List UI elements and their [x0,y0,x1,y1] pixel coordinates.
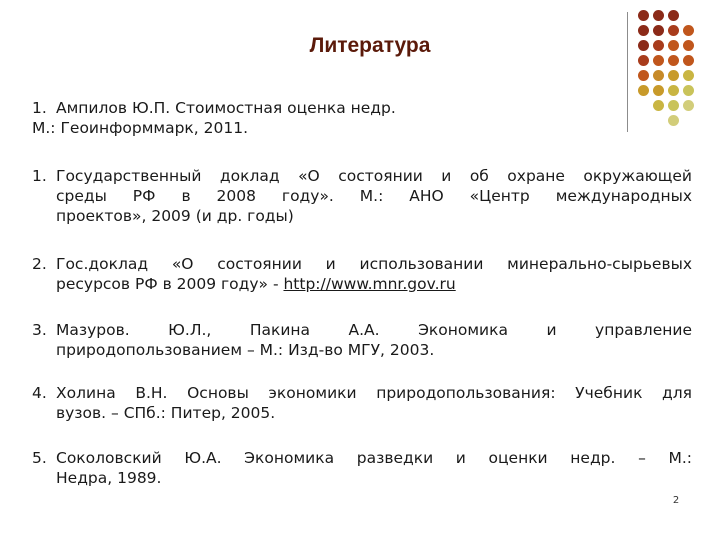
reference-line: Недра, 1989. [56,469,162,487]
reference-number: 1. [32,167,47,185]
reference-text: Гос.доклад «О состоянии и использовании минерально-сырьевых [56,255,692,273]
decor-dot [683,25,694,36]
reference-line: среды РФ в 2008 году». М.: АНО «Центр международных [56,187,692,205]
reference-line [32,274,692,294]
decor-dot [638,40,649,51]
reference-item [32,254,692,294]
decor-dot [653,55,664,66]
reference-line: вузов. – СПб.: Питер, 2005. [56,404,276,422]
reference-text: Мазуров. Ю.Л., Пакина А.А. Экономика и управление [56,321,692,339]
decor-dot [683,40,694,51]
decor-dot [653,85,664,96]
reference-number: 2. [32,255,47,273]
decor-dot [638,10,649,21]
reference-number: 4. [32,384,47,402]
reference-item [32,166,692,226]
decor-dot [638,85,649,96]
decor-dot [653,10,664,21]
reference-item [32,448,692,488]
decor-dot [668,85,679,96]
decor-dot [683,55,694,66]
reference-item [32,320,692,360]
decor-dot [638,25,649,36]
reference-number: 3. [32,321,47,339]
decor-dot [638,55,649,66]
reference-text: ресурсов РФ в 2009 году» - [56,275,284,293]
decor-dot [668,25,679,36]
reference-line [32,383,692,403]
decor-dot [668,10,679,21]
reference-number: 5. [32,449,47,467]
reference-line [32,98,692,118]
decor-dot [653,70,664,81]
reference-line: М.: Геоинформмарк, 2011. [32,119,249,137]
reference-text: Холина В.Н. Основы экономики природопользования: Учебник для [56,384,692,402]
page-number: 2 [672,495,680,506]
decor-dot [638,70,649,81]
reference-line: природопользованием – М.: Изд-во МГУ, 2003. [56,341,435,359]
reference-line [32,254,692,274]
reference-line [32,320,692,340]
decor-dot [653,40,664,51]
decor-dot [653,25,664,36]
reference-line [32,166,692,186]
reference-number: 1. [32,99,47,117]
reference-text: Ампилов Ю.П. Стоимостная оценка недр. [56,99,396,117]
reference-item [32,98,692,138]
reference-item [32,383,692,423]
reference-line [32,448,692,468]
reference-text: Государственный доклад «О состоянии и об охране окружающей [56,167,692,185]
decor-dot [683,85,694,96]
reference-line: проектов», 2009 (и др. годы) [56,207,294,225]
decor-dot [668,55,679,66]
decor-dot [668,40,679,51]
slide-title: Литература [309,34,431,57]
reference-link[interactable]: http://www.mnr.gov.ru [283,275,456,293]
decor-dot [668,70,679,81]
decor-dot [683,70,694,81]
reference-text: Соколовский Ю.А. Экономика разведки и оценки недр. – М.: [56,449,692,467]
